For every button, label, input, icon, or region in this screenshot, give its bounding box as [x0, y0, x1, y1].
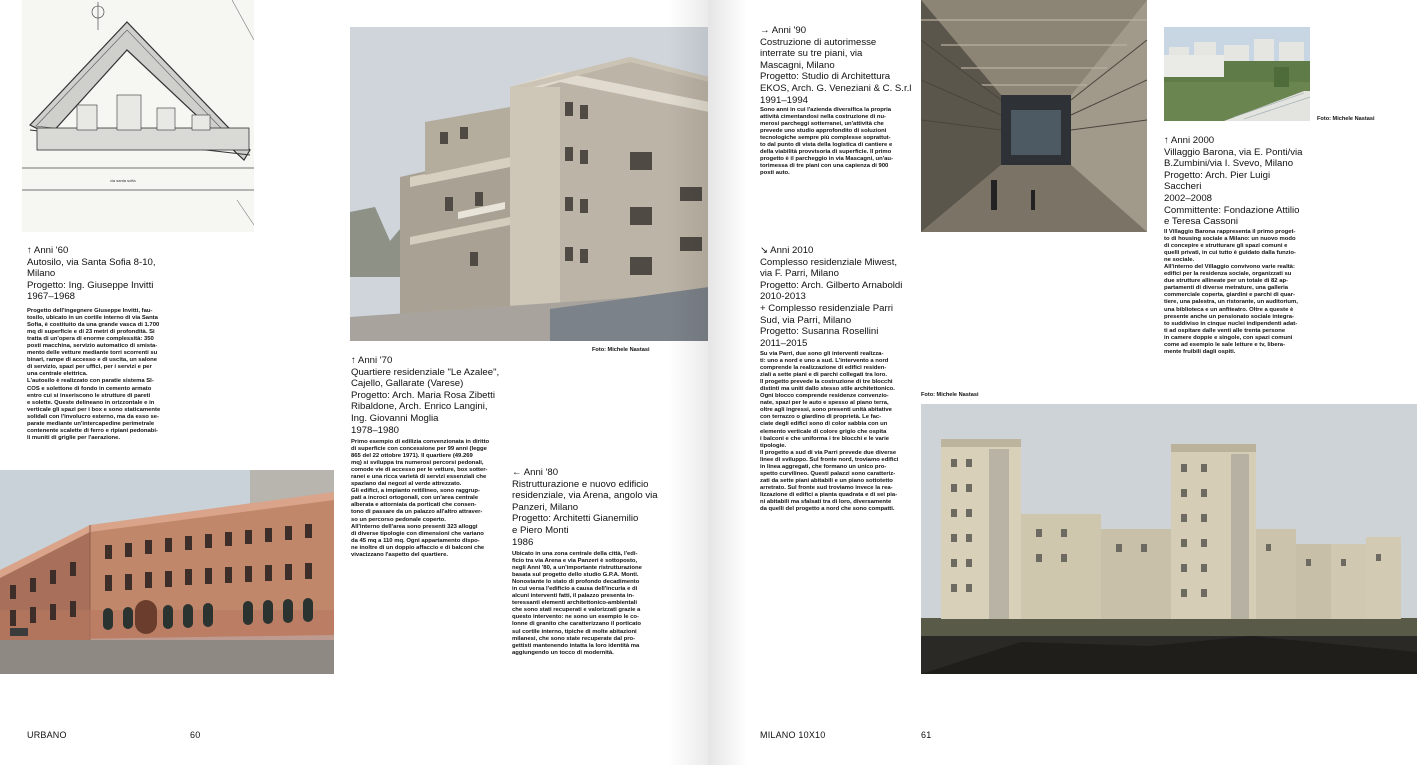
section-70-body: Primo esempio di edilizia convenzionata in diritto di superficie con concessione per 99 anni (legge 865 del 22 ottobre 1971). Il quartiere (49.269 mq) si sviluppa tra numerosi percorsi pedonali, comode vie di accesso per le vetture, box sotter- ranei e una ricca varietà di servizi essenziali che spaziano dai negozi al verde attrezzato. Gli edifici, a impianto rettilineo, sono raggrup- pati a incroci ortogonali, con un'area centrale alberata e attorniata da porticati che consen- tono di passare da un palazzo all'altro attraver- so un percorso pedonale coperto. All'interno dell'area sono presenti 323 alloggi di diverse tipologie con dimensioni che variano da 45 mq a 110 mq. Ogni appartamento dispo- ne inoltre di un doppio affaccio e di balconi che vivacizzano l'aspetto del quartiere. [351, 439, 490, 558]
folio-label-left: URBANO [27, 730, 67, 740]
photo-credit-barona: Foto: Michele Nastasi [1317, 116, 1375, 122]
left-page [0, 0, 708, 765]
mascagni-parking-construction-photo [921, 0, 1147, 232]
section-2010-heading: ↘ Anni 2010 Complesso residenziale Miwest, via F. Parri, Milano Progetto: Arch. Gilberto Arnaboldi 2010-2013 + Complesso residenziale Parri Sud, via Parri, Milano Progetto: Susanna Rosellini 2011–2015 [760, 245, 903, 349]
photo-credit-parri: Foto: Michele Nastasi [921, 392, 979, 398]
section-90-body: Sono anni in cui l'azienda diversifica la propria attività cimentandosi nella costruzione di nu- merosi parcheggi sotterranei, un'attività che prevede uno studio approfondito di soluzioni tecnologiche sempre più complesse soprattut- to dal punto di vista della logistica di cantiere e della viabilità provvisoria di superficie. Il primo progetto è il parcheggio in via Mascagni, un'au- torimessa di tre piani con una capienza di 900 posti auto. [760, 107, 893, 177]
le-azalee-building-photo [350, 27, 708, 341]
section-80-body: Ubicato in una zona centrale della città, l'edi- ficio tra via Arena e via Panzeri è sottoposto, negli Anni '80, a un'importante ristrutturazione basata sul progetto dello studio G.P.A. Monti. Nonostante lo stato di profondo decadimento in cui versa l'edificio a causa dell'incuria e di alcuni interventi fatti, il palazzo presenta in- teressanti elementi architettonico-ambientali che sono stati recuperati e valorizzati grazie a questo intervento: ne sono un esempio le co- lonne di granito che caratterizzano il porticato sul cortile interno, tipiche di molte abitazioni milanesi, che sono state recuperate dal pro- gettisti mantenendo intatta la loro identità ma aggiungendo un tocco di modernità. [512, 551, 642, 656]
page-number-left: 60 [190, 730, 201, 740]
via-parri-residential-photo [921, 404, 1417, 674]
section-2010-body: Su via Parri, due sono gli interventi realizza- ti: uno a nord e uno a sud. L'intervento a nord comprende la realizzazione di edifici residen- ziali a sette piani e di parchi collegati tra loro. Il progetto prevede la costruzione di tre blocchi distinti ma uniti dallo stesso stile architettonico. Ogni blocco comprende residenze convenzio- nate, spazi per le auto e spesso al piano terra, oltre agli ingressi, sono presenti unità abitative con terrazzo o giardino di proprietà. Le fac- ciate degli edifici sono di color sabbia con un elemento verticale di colore grigio che ospita i balconi e che uniforma i tre blocchi e le varie tipologie. Il progetto a sud di via Parri prevede due diverse linee di sviluppo. Sul fronte nord, troviamo edifici in linea aggregati, che formano un unico pro- spetto curvilineo. Questi palazzi sono caratteriz- zati da sette piani abitabili e un piano sottotetto arretrato. Sul fronte sud troviamo invece la rea- lizzazione di edifici a pianta quadrata e di sei pia- ni abitabili ma sfalsati tra di loro, diversamente da quelli del progetto a nord che sono compatti. [760, 351, 899, 513]
plan-street-label: via santa sofia [110, 178, 136, 183]
section-60-heading: ↑ Anni '60 Autosilo, via Santa Sofia 8-10, Milano Progetto: Ing. Giuseppe Invitti 1967–1968 [27, 245, 156, 303]
page-number-right: 61 [921, 730, 932, 740]
gutter-shadow [708, 0, 748, 765]
section-2000-body: Il Villaggio Barona rappresenta il primo proget- to di housing sociale a Milano: un nuovo modo di concepire e strutturare gli spazi comuni e quelli privati, in cui tutto è guidato dalla funzio- ne sociale. All'interno del Villaggio convivono varie realtà: edifici per la residenza sociale, organizzati su due strutture allineate per un totale di 82 ap- partamenti di diverse metrature, una galleria commerciale coperta, giardini e parchi di quar- tiere, una palestra, un ristorante, un auditorium, una biblioteca e un anfiteatro. Oltre a queste è presente anche un pensionato sociale integra- to suddiviso in cinque nuclei indipendenti adat- ti ad ospitare dalle venti alle trenta persone in camere doppie e singole, con spazi comuni come ad esempio le sale letture e tv, libera- mente fruibili dagli ospiti. [1164, 229, 1298, 355]
section-80-heading: ← Anni '80 Ristrutturazione e nuovo edificio residenziale, via Arena, angolo via Panzeri, Milano Progetto: Architetti Gianemilio e Piero Monti 1986 [512, 467, 658, 548]
site-plan-drawing [22, 0, 254, 232]
section-2000-heading: ↑ Anni 2000 Villaggio Barona, via E. Ponti/via B.Zumbini/via I. Svevo, Milano Progetto: Arch. Pier Luigi Saccheri 2002–2008 Committente: Fondazione Attilio e Teresa Cassoni [1164, 135, 1303, 228]
right-page [708, 0, 1417, 765]
via-arena-building-photo [0, 470, 334, 674]
section-60-body: Progetto dell'ingegnere Giuseppe Invitti, fau- tosilo, ubicato in un cortile interno di via Santa Sofia, è costituito da una grande vasca di 1.700 mq di superficie e di 23 metri di profondità. Si tratta di un'opera di enorme complessità: 350 posti macchina, servizio automatico di smista- mento delle vetture mediante torri scorrenti su binari, rampe di accesso e di uscita, un salone di servizio, spazi per uffici, per i servizi e per una centrale elettrica. L'autosilo è realizzato con paratie sistema SI- COS e solettone di fondo in cemento armato entro cui si inseriscono le strutture di pareti e solette. Queste delineano in orizzontale e in verticale gli spazi per i box e sono staticamente solidali con l'involucro esterno, ma da esso se- parate mediante un'intercapedine perimetrale contenente scalette di ferro e ripiani pedonabi- li muniti di griglie per l'aerazione. [27, 308, 161, 441]
section-90-heading: → Anni '90 Costruzione di autorimesse interrate su tre piani, via Mascagni, Milano Progetto: Studio di Architettura EKOS, Arch. G. Veneziani & C. S.r.l 1991–1994 [760, 25, 912, 106]
folio-label-right: MILANO 10X10 [760, 730, 826, 740]
villaggio-barona-photo [1164, 27, 1310, 121]
section-70-heading: ↑ Anni '70 Quartiere residenziale "Le Azalee", Cajello, Gallarate (Varese) Progetto: Arch. Maria Rosa Zibetti Ribaldone, Arch. Enrico Langini, Ing. Giovanni Moglia 1978–1980 [351, 355, 500, 436]
photo-credit-azalee: Foto: Michele Nastasi [592, 347, 650, 353]
